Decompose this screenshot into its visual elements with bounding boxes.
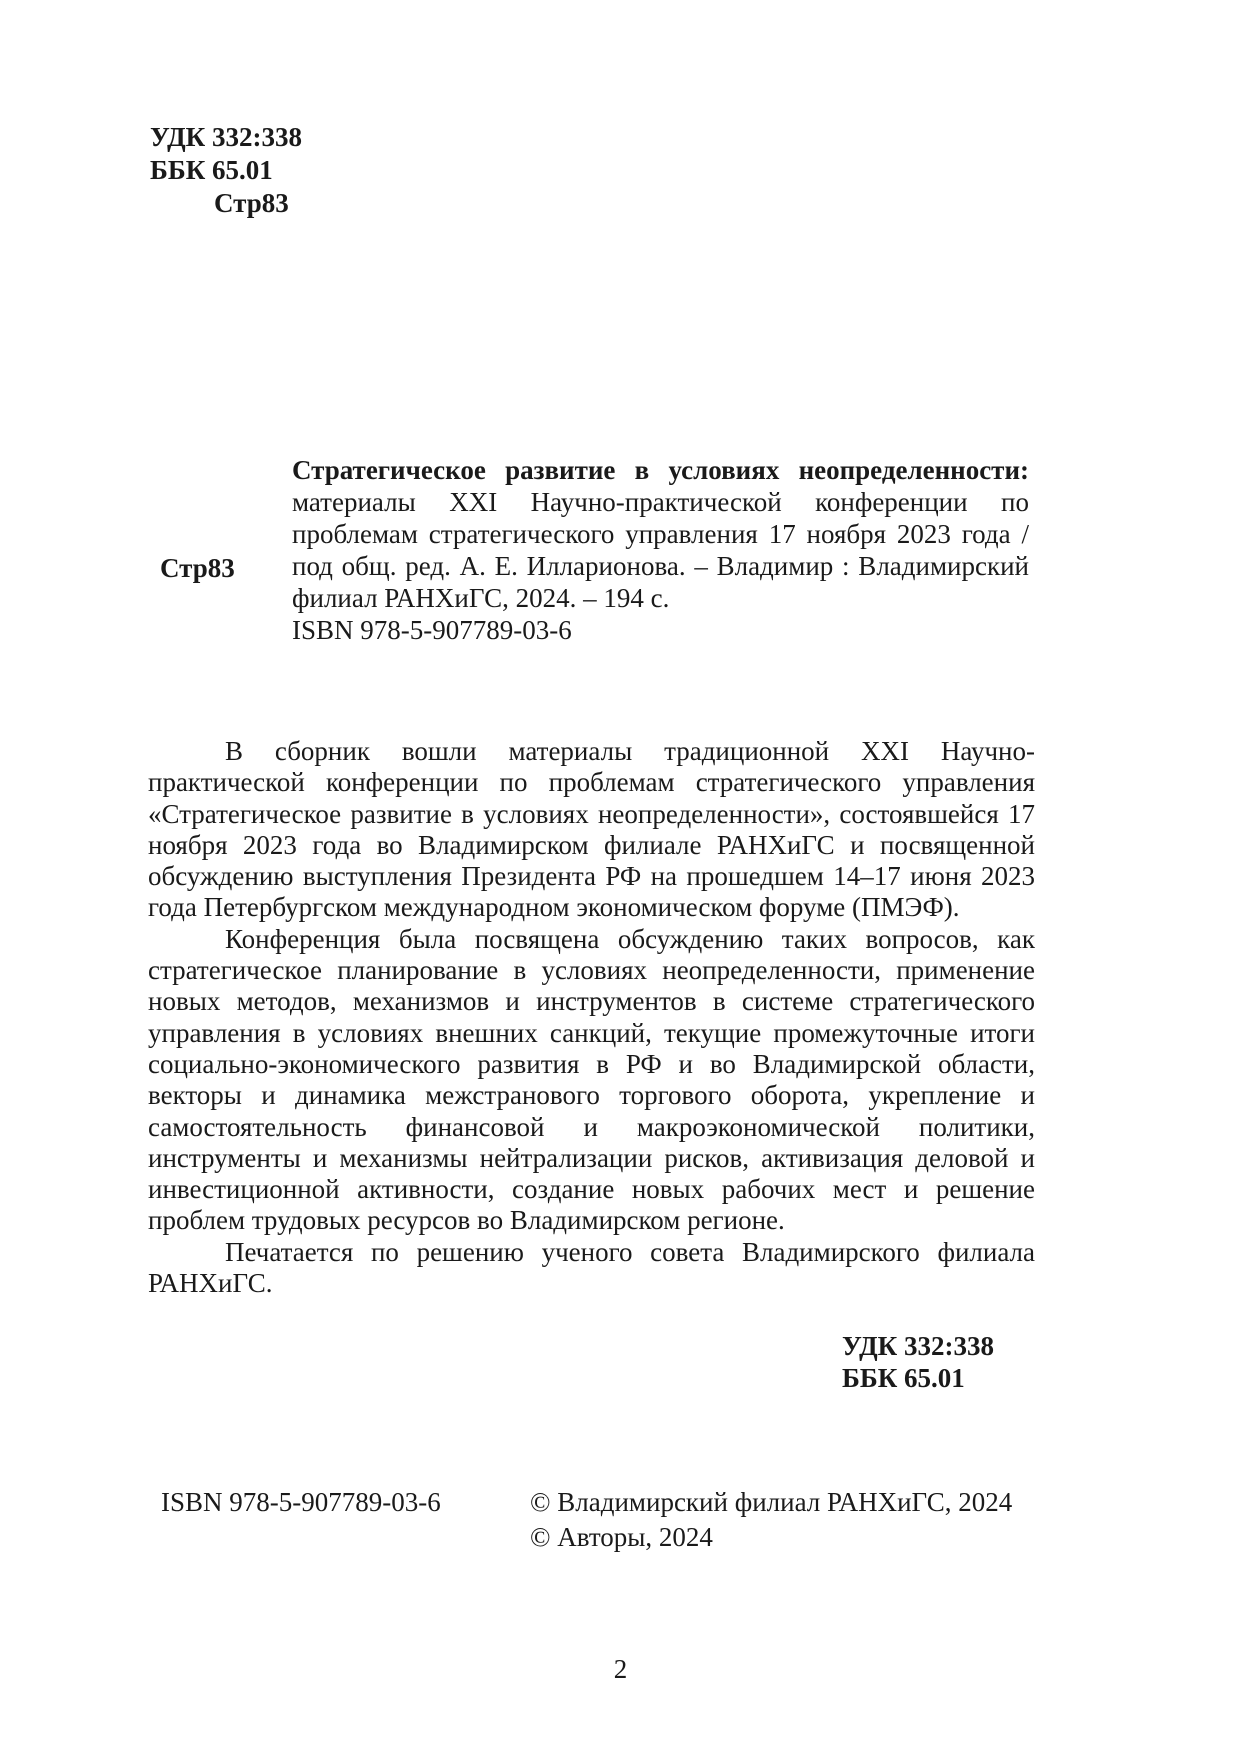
- bbk-code: ББК 65.01: [150, 155, 273, 185]
- record-line: под общ. ред. А. Е. Илларионова. – Владимир : Владимирский: [292, 551, 1029, 581]
- annotation-paragraph: Печатается по решению ученого совета Владимирского филиала РАНХиГС.: [148, 1236, 1035, 1299]
- author-sign: Стр83: [214, 188, 289, 218]
- copyright-publisher: © Владимирский филиал РАНХиГС, 2024: [530, 1487, 1013, 1517]
- annotation: [148, 736, 1035, 1299]
- classification-codes-bottom: [842, 1331, 994, 1395]
- udk-code: УДК 332:338: [842, 1331, 994, 1361]
- record-title-line: Стратегическое развитие в условиях неопределенности:: [292, 455, 1029, 485]
- bbk-code: ББК 65.01: [842, 1363, 965, 1393]
- copyright-block: [530, 1487, 1012, 1557]
- annotation-paragraph: Конференция была посвящена обсуждению таких вопросов, как стратегическое планирование в условиях неопределенности, применение новых методов, механизмов и инструментов в системе стратегического управления в условиях внешних санкций, текущие промежуточные итоги социально-экономического развития в РФ и во Владимирской области, векторы и динамика межстранового торгового оборота, укрепление и самостоятельность финансовой и макроэкономической политики, инструменты и механизмы нейтрализации рисков, активизация деловой и инвестиционной активности, создание новых рабочих мест и решение проблем трудовых ресурсов во Владимирском регионе.: [148, 923, 1035, 1236]
- record-line: проблемам стратегического управления 17 ноября 2023 года /: [292, 519, 1029, 549]
- udk-code: УДК 332:338: [150, 122, 302, 152]
- record-line: филиал РАНХиГС, 2024. – 194 с.: [292, 583, 670, 613]
- record-author-sign: Стр83: [160, 553, 235, 583]
- classification-codes-top: [150, 122, 510, 221]
- bibliographic-record: [292, 455, 1029, 647]
- copyright-authors: © Авторы, 2024: [530, 1522, 713, 1552]
- annotation-paragraph: В сборник вошли материалы традиционной XXI Научно-практической конференции по проблемам стратегического управления «Стратегическое развитие в условиях неопределенности», состоявшейся 17 ноября 2023 года во Владимирском филиале РАНХиГС и посвященной обсуждению выступления Президента РФ на прошедшем 14–17 июня 2023 года Петербургском международном экономическом форуме (ПМЭФ).: [148, 736, 1035, 923]
- record-isbn-line: ISBN 978-5-907789-03-6: [292, 615, 572, 645]
- record-line: материалы XXI Научно-практической конференции по: [292, 487, 1029, 517]
- page-number: 2: [613, 1654, 628, 1684]
- isbn: ISBN 978-5-907789-03-6: [161, 1487, 441, 1517]
